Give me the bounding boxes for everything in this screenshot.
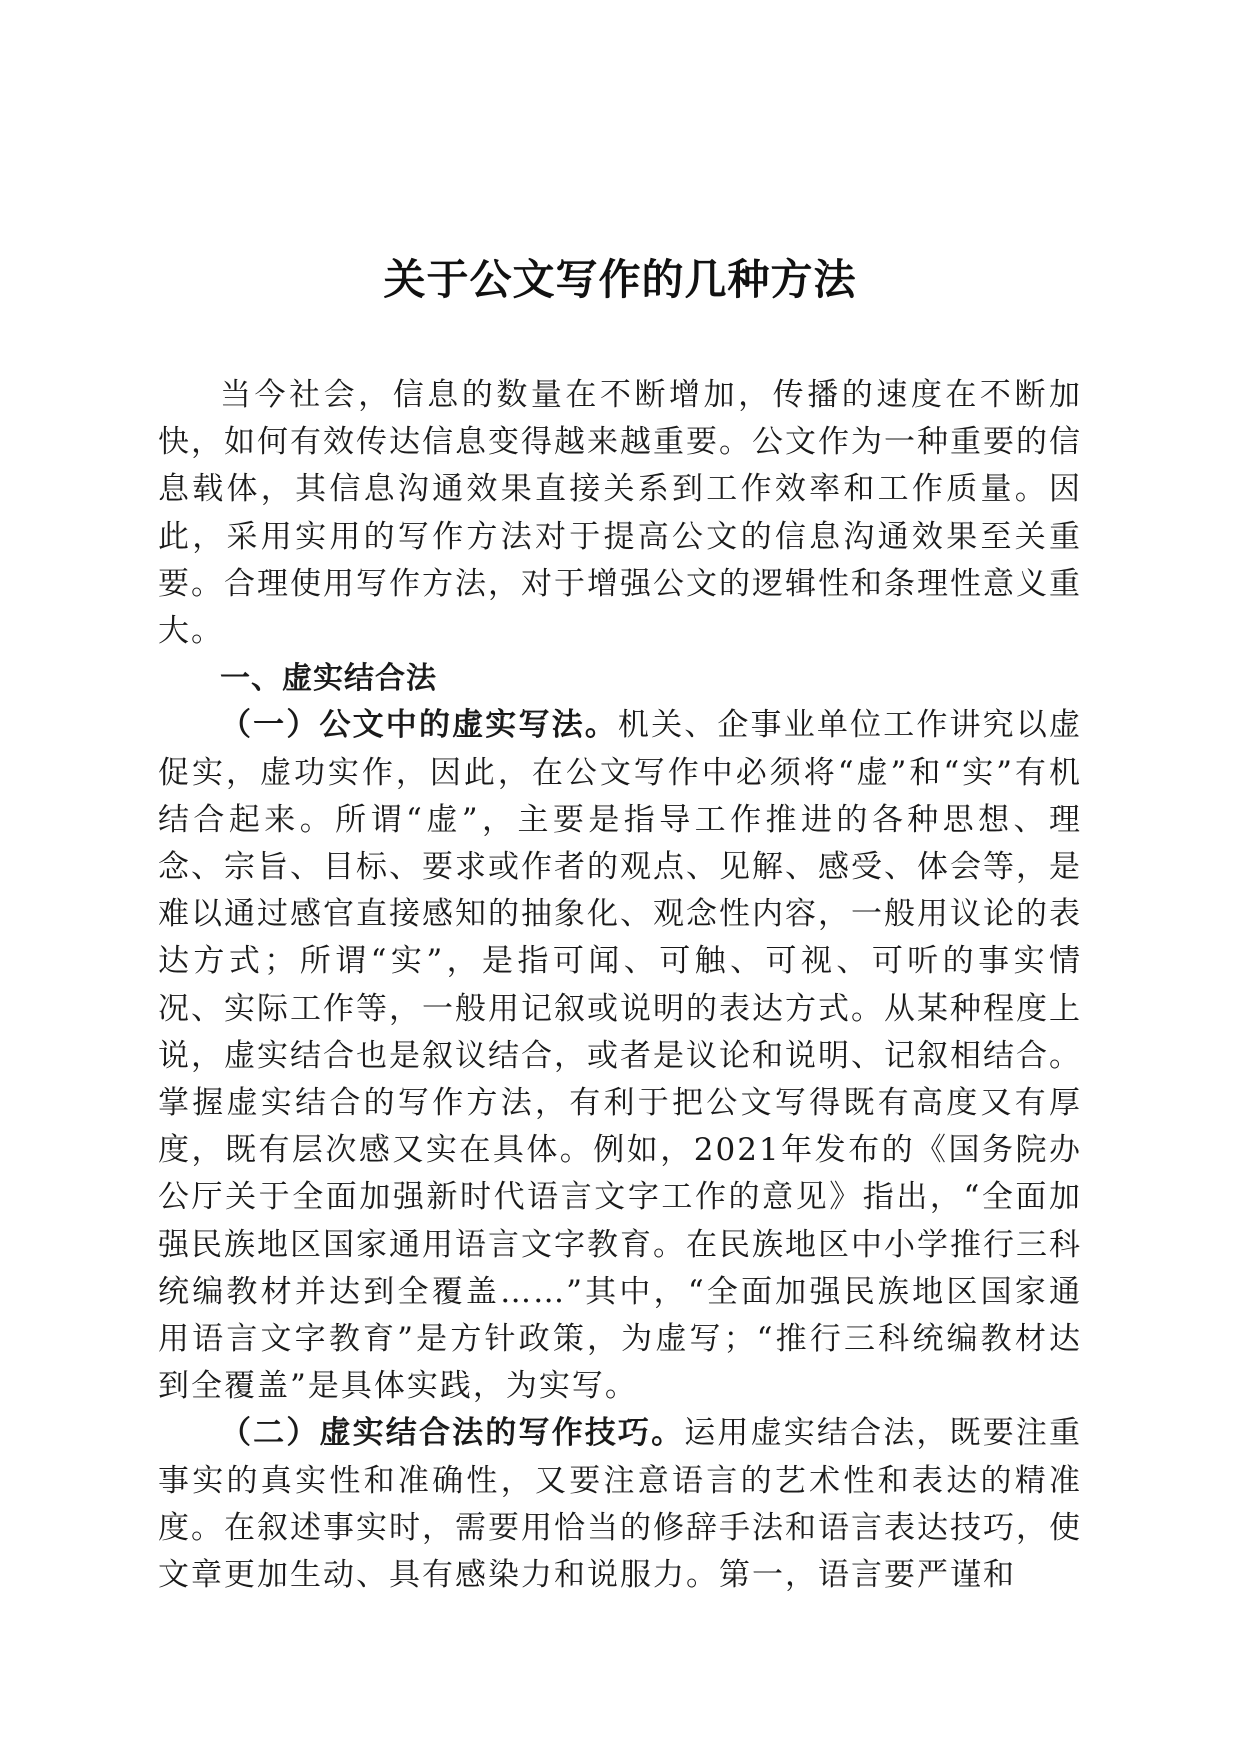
document-page	[158, 250, 1082, 1599]
subsection-2-paragraph	[158, 1410, 1082, 1599]
subsection-2-body: 运用虚实结合法，既要注重事实的真实性和准确性，又要注意语言的艺术性和表达的精准度。在叙述事实时，需要用恰当的修辞手法和语言表达技巧，使文章更加生动、具有感染力和说服力。第一，语言要严谨和	[158, 1415, 1083, 1594]
intro-paragraph: 当今社会，信息的数量在不断增加，传播的速度在不断加快，如何有效传达信息变得越来越重要。公文作为一种重要的信息载体，其信息沟通效果直接关系到工作效率和工作质量。因此，采用实用的写作方法对于提高公文的信息沟通效果至关重要。合理使用写作方法，对于增强公文的逻辑性和条理性意义重大。	[158, 377, 1082, 650]
subsection-1-paragraph	[158, 702, 1082, 1410]
document-title: 关于公文写作的几种方法	[383, 255, 857, 304]
subsection-1-title: （一）公文中的虚实写法。	[220, 707, 618, 744]
subsection-1-body: 机关、企事业单位工作讲究以虚促实，虚功实作，因此，在公文写作中必须将“虚”和“实”有机结合起来。所谓“虚”，主要是指导工作推进的各种思想、理念、宗旨、目标、要求或作者的观点、见解、感受、体会等，是难以通过感官直接感知的抽象化、观念性内容，一般用议论的表达方式；所谓“实”，是指可闻、可触、可视、可听的事实情况、实际工作等，一般用记叙或说明的表达方式。从某种程度上说，虚实结合也是叙议结合，或者是议论和说明、记叙相结合。掌握虚实结合的写作方法，有利于把公文写得既有高度又有厚度，既有层次感又实在具体。例如，2021年发布的《国务院办公厅关于全面加强新时代语言文字工作的意见》指出，“全面加强民族地区国家通用语言文字教育。在民族地区中小学推行三科统编教材并达到全覆盖……”其中，“全面加强民族地区国家通用语言文字教育”是方针政策，为虚写；“推行三科统编教材达到全覆盖”是具体实践，为实写。	[158, 707, 1083, 1405]
section-heading: 一、虚实结合法	[220, 661, 437, 697]
subsection-2-title: （二）虚实结合法的写作技巧。	[220, 1415, 685, 1452]
